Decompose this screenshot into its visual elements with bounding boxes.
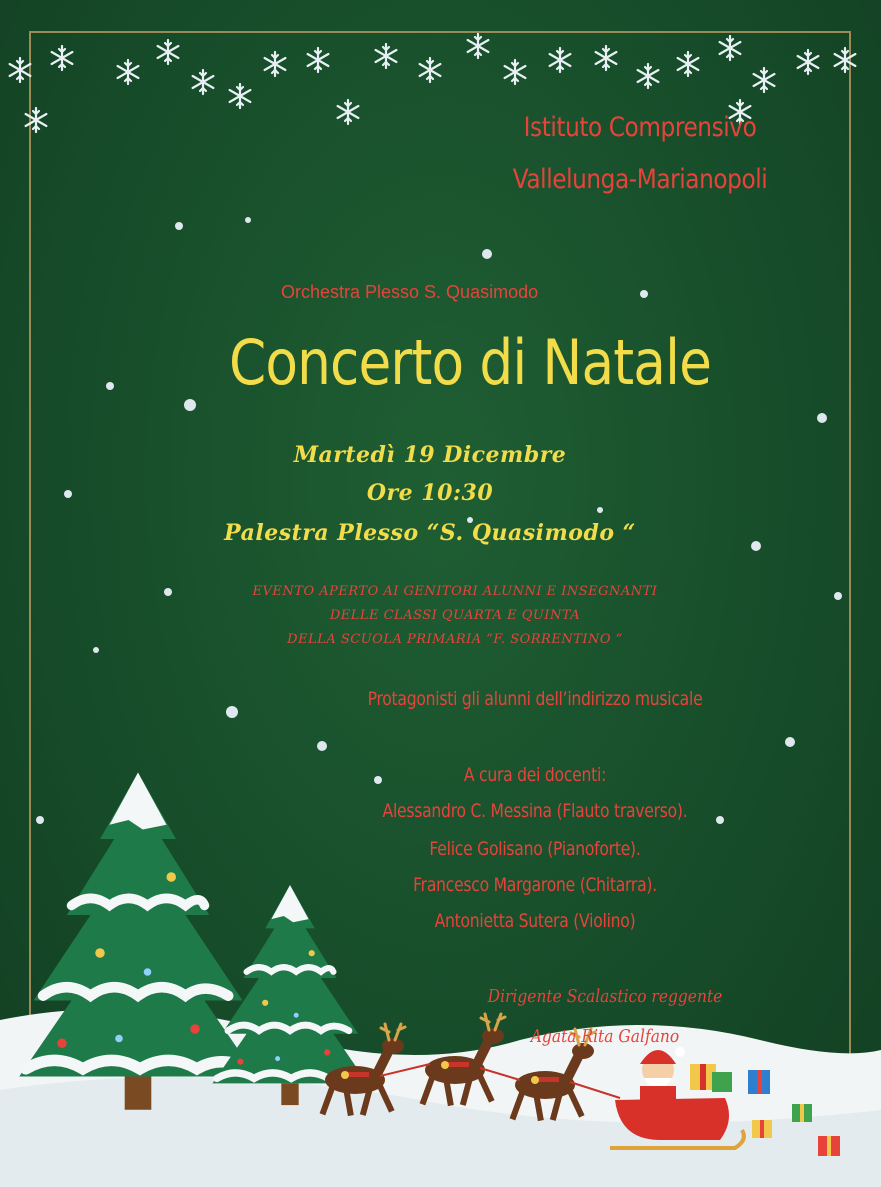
school-name-line1: Istituto Comprensivo [523,112,757,143]
teacher-item: Francesco Margarone (Chitarra). [413,874,657,896]
event-venue: Palestra Plesso “S. Quasimodo “ [224,520,636,546]
event-date: Martedì 19 Dicembre [293,442,567,468]
audience-line1: EVENTO APERTO AI GENITORI ALUNNI E INSEGNANTI [252,584,658,599]
christmas-tree-icon [19,773,257,1110]
teacher-item: Antonietta Sutera (Violino) [434,910,636,932]
school-name-line2: Vallelunga-Marianopoli [512,164,768,195]
audience-line3: DELLA SCUOLA PRIMARIA “F. SORRENTINO “ [287,632,623,647]
signature-name: Agata Rita Galfano [530,1026,680,1047]
event-title: Concerto di Natale [228,326,712,399]
signature-role: Dirigente Scalastico reggente [487,986,723,1007]
event-time: Ore 10:30 [366,480,494,506]
orchestra-label: Orchestra Plesso S. Quasimodo [281,282,539,302]
audience-line2: DELLE CLASSI QUARTA E QUINTA [329,608,581,623]
teacher-item: Felice Golisano (Pianoforte). [429,838,641,860]
performers-note: Protagonisti gli alunni dell’indirizzo musicale [367,688,703,710]
curated-by-label: A cura dei docenti: [463,764,607,786]
teacher-item: Alessandro C. Messina (Flauto traverso). [382,800,688,822]
